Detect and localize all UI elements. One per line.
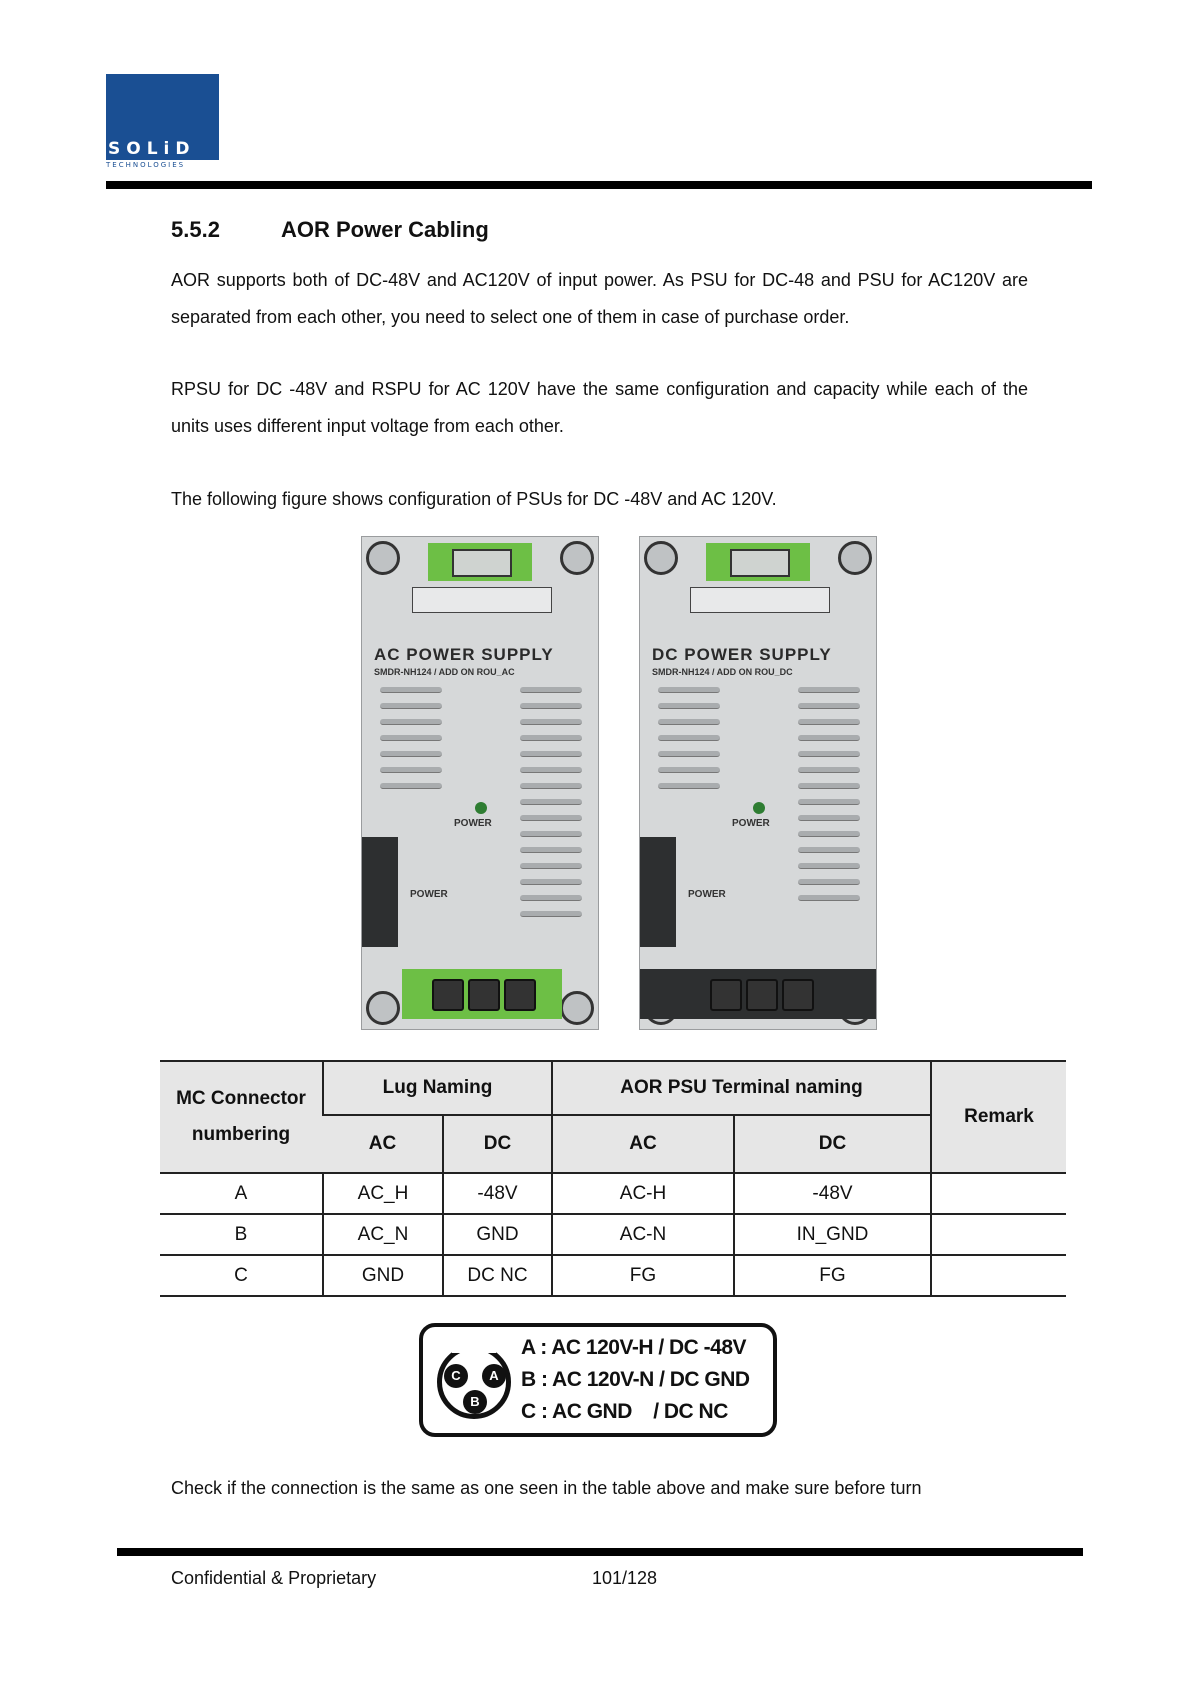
pin-c-icon: C — [444, 1364, 468, 1388]
vent-slot — [658, 735, 720, 741]
vent-slot — [658, 703, 720, 709]
psu-title: AC POWER SUPPLY — [374, 645, 554, 664]
vent-slot — [798, 815, 860, 821]
ac-power-supply-image — [361, 536, 599, 1030]
psu-model: SMDR-NH124 / ADD ON ROU_DC — [652, 667, 793, 677]
vent-slot — [520, 687, 582, 693]
vent-slot — [658, 687, 720, 693]
led-label: POWER — [732, 818, 770, 829]
legend-line-c: C : AC GND / DC NC — [521, 1400, 728, 1423]
vent-slot — [380, 687, 442, 693]
connector-mapping-table — [160, 1060, 1066, 1297]
vent-slot — [658, 719, 720, 725]
top-connector — [428, 543, 532, 581]
screw-hole — [366, 541, 400, 575]
vent-slot — [380, 703, 442, 709]
vent-slot — [520, 847, 582, 853]
vent-slot — [658, 767, 720, 773]
vent-slot — [520, 703, 582, 709]
cell-lug-ac: AC_H — [323, 1173, 443, 1214]
pin-label-strip — [412, 587, 552, 613]
cell-aor-dc: -48V — [734, 1173, 931, 1214]
screw-hole — [838, 541, 872, 575]
switch-label: POWER — [688, 889, 726, 900]
connector-pinout-legend — [419, 1323, 777, 1437]
header-rule — [106, 181, 1092, 189]
vent-slot — [658, 751, 720, 757]
paragraph-figure-intro: The following figure shows configuration of PSUs for DC -48V and AC 120V. — [171, 489, 777, 509]
connector-key-notch — [452, 1343, 496, 1353]
vent-slot — [520, 783, 582, 789]
vent-slot — [798, 735, 860, 741]
terminal-screw-icon — [746, 979, 778, 1011]
psu-model: SMDR-NH124 / ADD ON ROU_AC — [374, 667, 515, 677]
switch-label: POWER — [410, 889, 448, 900]
vent-slot — [520, 895, 582, 901]
terminal-screw-icon — [504, 979, 536, 1011]
header-aor-dc: DC — [734, 1115, 931, 1173]
terminal-screw-icon — [432, 979, 464, 1011]
psu-title: DC POWER SUPPLY — [652, 645, 832, 664]
header-lug-ac: AC — [323, 1115, 443, 1173]
terminal-screw-icon — [468, 979, 500, 1011]
cell-remark — [931, 1255, 1066, 1296]
legend-line-a: A : AC 120V-H / DC -48V — [521, 1336, 747, 1359]
vent-slot — [520, 879, 582, 885]
cell-lug-dc: GND — [443, 1214, 552, 1255]
terminal-block — [640, 969, 876, 1019]
screw-hole — [560, 541, 594, 575]
screw-hole — [560, 991, 594, 1025]
led-label: POWER — [454, 818, 492, 829]
header-aor-ac: AC — [552, 1115, 734, 1173]
section-title: AOR Power Cabling — [281, 217, 489, 242]
vent-slot — [798, 831, 860, 837]
power-switch — [362, 837, 398, 947]
screw-hole — [366, 991, 400, 1025]
vent-slot — [520, 735, 582, 741]
paragraph-check-connection: Check if the connection is the same as one seen in the table above and make sure before turn — [171, 1478, 922, 1498]
cell-remark — [931, 1214, 1066, 1255]
section-number: 5.5.2 — [171, 217, 220, 242]
footer-confidential: Confidential & Proprietary — [171, 1568, 377, 1588]
paragraph-rpsu: RPSU for DC -48V and RSPU for AC 120V have the same configuration and capacity while each of the units uses different input voltage from each other. — [171, 379, 1028, 436]
cell-aor-dc: FG — [734, 1255, 931, 1296]
header-lug-dc: DC — [443, 1115, 552, 1173]
pin-b-icon: B — [463, 1390, 487, 1414]
vent-slot — [798, 767, 860, 773]
vent-slot — [520, 767, 582, 773]
vent-slot — [520, 863, 582, 869]
power-led-icon — [753, 802, 765, 814]
section-heading — [171, 217, 489, 243]
vent-slot — [520, 911, 582, 917]
connector-icon — [437, 1345, 511, 1419]
terminal-screw-icon — [782, 979, 814, 1011]
top-connector — [706, 543, 810, 581]
vent-slot — [658, 783, 720, 789]
screw-hole — [644, 541, 678, 575]
connector-pins — [730, 549, 790, 577]
logo-square — [106, 74, 219, 138]
dc-power-supply-image — [639, 536, 877, 1030]
cell-aor-dc: IN_GND — [734, 1214, 931, 1255]
vent-slot — [798, 751, 860, 757]
vent-slot — [798, 719, 860, 725]
vent-slot — [520, 719, 582, 725]
cell-aor-ac: AC-H — [552, 1173, 734, 1214]
vent-slot — [798, 703, 860, 709]
cell-lug-dc: -48V — [443, 1173, 552, 1214]
table-row — [160, 1214, 1066, 1255]
cell-lug-ac: AC_N — [323, 1214, 443, 1255]
pin-label-strip — [690, 587, 830, 613]
vent-slot — [520, 815, 582, 821]
vent-slot — [380, 735, 442, 741]
vent-slot — [380, 767, 442, 773]
vent-slot — [798, 895, 860, 901]
vent-slot — [380, 751, 442, 757]
cell-aor-ac: FG — [552, 1255, 734, 1296]
footer-rule — [117, 1548, 1083, 1556]
terminal-screw-icon — [710, 979, 742, 1011]
cell-aor-ac: AC-N — [552, 1214, 734, 1255]
legend-line-b: B : AC 120V-N / DC GND — [521, 1368, 750, 1391]
footer-page-number: 101/128 — [592, 1568, 658, 1588]
vent-slot — [798, 783, 860, 789]
logo-wordmark: SOLiD — [106, 138, 219, 160]
vent-slot — [798, 687, 860, 693]
connector-pins — [452, 549, 512, 577]
vent-slot — [380, 719, 442, 725]
power-led-icon — [475, 802, 487, 814]
header-mc-connector: MC Connector numbering — [160, 1061, 323, 1173]
vent-slot — [380, 783, 442, 789]
vent-slot — [520, 751, 582, 757]
cell-mc: B — [160, 1214, 323, 1255]
logo-subtitle: TECHNOLOGIES — [106, 161, 186, 169]
terminal-block — [402, 969, 562, 1019]
table-row — [160, 1255, 1066, 1296]
cell-lug-dc: DC NC — [443, 1255, 552, 1296]
vent-slot — [798, 799, 860, 805]
vent-slot — [798, 863, 860, 869]
cell-remark — [931, 1173, 1066, 1214]
power-switch — [640, 837, 676, 947]
pin-a-icon: A — [482, 1364, 506, 1388]
paragraph-input-power: AOR supports both of DC-48V and AC120V of input power. As PSU for DC-48 and PSU for AC120V are separated from each other, you need to select one of them in case of purchase order. — [171, 270, 1028, 327]
header-lug-naming: Lug Naming — [323, 1061, 552, 1115]
header-aor-terminal: AOR PSU Terminal naming — [552, 1061, 931, 1115]
company-logo — [106, 74, 219, 170]
cell-mc: C — [160, 1255, 323, 1296]
cell-lug-ac: GND — [323, 1255, 443, 1296]
header-remark: Remark — [931, 1061, 1066, 1173]
cell-mc: A — [160, 1173, 323, 1214]
vent-slot — [798, 847, 860, 853]
vent-slot — [798, 879, 860, 885]
vent-slot — [520, 831, 582, 837]
vent-slot — [520, 799, 582, 805]
table-row — [160, 1173, 1066, 1214]
